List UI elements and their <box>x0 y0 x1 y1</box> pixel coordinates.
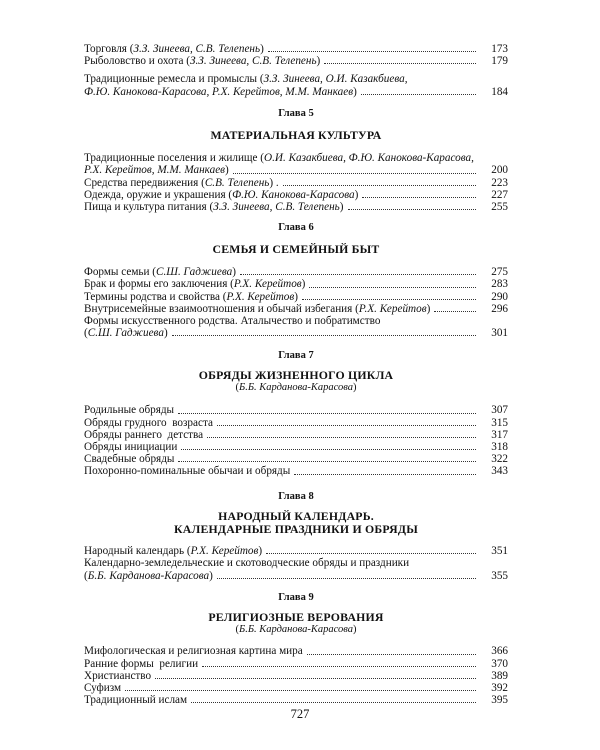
toc-entry: Традиционный ислам 395 <box>84 694 508 707</box>
toc-entry-line: Формы искусственного родства. Аталычество и побратимство <box>84 315 381 328</box>
toc-entry-line: Традиционные поселения и жилище (О.И. Казакбиева, Ф.Ю. Канокова-Карасова, <box>84 152 474 165</box>
toc-entry: Обряды грудного возраста 315 <box>84 416 508 429</box>
dot-leader <box>324 63 476 64</box>
dot-leader <box>361 94 476 95</box>
chapter-number: Глава 8 <box>278 491 314 502</box>
toc-block-top <box>84 43 508 98</box>
dot-leader <box>307 654 476 655</box>
dot-leader <box>362 197 476 198</box>
dot-leader <box>178 461 476 462</box>
toc-entry-line: Традиционные ремесла и промыслы (З.З. Зинеева, О.И. Казакбиева, <box>84 73 408 86</box>
chapter-title: НАРОДНЫЙ КАЛЕНДАРЬ. <box>218 509 374 524</box>
toc-entry: (С.Ш. Гаджиева) 301 <box>84 327 508 340</box>
toc-entry: Формы семьи (С.Ш. Гаджиева) 275 <box>84 266 508 279</box>
dot-leader <box>348 209 477 210</box>
toc-entry: Рыболовство и охота (З.З. Зинеева, С.В. Телепень) 179 <box>84 55 508 68</box>
toc-entry: Суфизм 392 <box>84 682 508 695</box>
toc-entry: Обряды инициации 318 <box>84 441 508 454</box>
chapter-title-line2: КАЛЕНДАРНЫЕ ПРАЗДНИКИ И ОБРЯДЫ <box>173 522 419 537</box>
chapter-6 <box>84 222 508 339</box>
chapter-8 <box>84 491 508 582</box>
chapter-title: СЕМЬЯ И СЕМЕЙНЫЙ БЫТ <box>212 242 380 257</box>
dot-leader <box>283 185 476 186</box>
chapter-7 <box>84 350 508 478</box>
dot-leader <box>268 51 476 52</box>
toc-entry: Обряды раннего детства 317 <box>84 428 508 441</box>
toc-entry: Родильные обряды 307 <box>84 404 508 417</box>
chapter-9 <box>84 592 508 706</box>
dot-leader <box>302 299 476 300</box>
toc-entry: Христианство 389 <box>84 669 508 682</box>
toc-entry: Пища и культура питания (З.З. Зинеева, С.В. Телепень) 255 <box>84 201 508 214</box>
toc-entry: Внутрисемейные взаимоотношения и обычай избегания (Р.Х. Керейтов) 296 <box>84 302 508 315</box>
dot-leader <box>266 553 476 554</box>
toc-entry: Р.Х. Керейтов, М.М. Манкаев) 200 <box>84 164 508 177</box>
chapter-author: (Б.Б. Карданова-Карасова) <box>235 624 357 636</box>
toc-entry: Ранние формы религии 370 <box>84 657 508 670</box>
chapter-number: Глава 5 <box>278 108 314 119</box>
dot-leader <box>202 666 476 667</box>
dot-leader <box>233 173 476 174</box>
dot-leader <box>178 413 476 414</box>
chapter-title: МАТЕРИАЛЬНАЯ КУЛЬТУРА <box>210 128 382 143</box>
dot-leader <box>217 425 476 426</box>
toc-entry: Мифологическая и религиозная картина мира 366 <box>84 645 508 658</box>
dot-leader <box>309 287 476 288</box>
chapter-author: (Б.Б. Карданова-Карасова) <box>235 382 357 394</box>
dot-leader <box>294 474 476 475</box>
chapter-number: Глава 6 <box>278 222 314 233</box>
toc-entry: Похоронно-поминальные обычаи и обряды 343 <box>84 465 508 478</box>
toc-entry: Ф.Ю. Канокова-Карасова, Р.Х. Керейтов, М.М. Манкаев) 184 <box>84 85 508 98</box>
dot-leader <box>181 449 476 450</box>
chapter-title: РЕЛИГИОЗНЫЕ ВЕРОВАНИЯ <box>208 610 384 625</box>
chapter-5 <box>84 108 508 213</box>
toc-entry: Одежда, оружие и украшения (Ф.Ю. Канокова-Карасова) 227 <box>84 188 508 201</box>
dot-leader <box>125 690 476 691</box>
dot-leader <box>207 437 476 438</box>
dot-leader <box>191 702 476 703</box>
toc-entry: Торговля (З.З. Зинеева, С.В. Телепень) 173 <box>84 43 508 55</box>
toc-entry: Свадебные обряды 322 <box>84 453 508 466</box>
toc-entry: Брак и формы его заключения (Р.Х. Керейтов) 283 <box>84 278 508 291</box>
dot-leader <box>240 274 476 275</box>
dot-leader <box>172 335 476 336</box>
toc-entry: (Б.Б. Карданова-Карасова) 355 <box>84 569 508 582</box>
dot-leader <box>434 311 476 312</box>
toc-entry: Народный календарь (Р.Х. Керейтов) 351 <box>84 545 508 558</box>
chapter-title: ОБРЯДЫ ЖИЗНЕННОГО ЦИКЛА <box>198 368 394 383</box>
chapter-number: Глава 7 <box>278 350 314 361</box>
dot-leader <box>155 678 476 679</box>
chapter-number: Глава 9 <box>278 592 314 603</box>
toc-entry: Термины родства и свойства (Р.Х. Керейтов) 290 <box>84 290 508 303</box>
toc-entry-line: Календарно-земледельческие и скотоводческие обряды и праздники <box>84 557 410 570</box>
page-number: 727 <box>290 707 310 721</box>
dot-leader <box>217 578 476 579</box>
toc-entry: Средства передвижения (С.В. Телепень) . 223 <box>84 176 508 189</box>
